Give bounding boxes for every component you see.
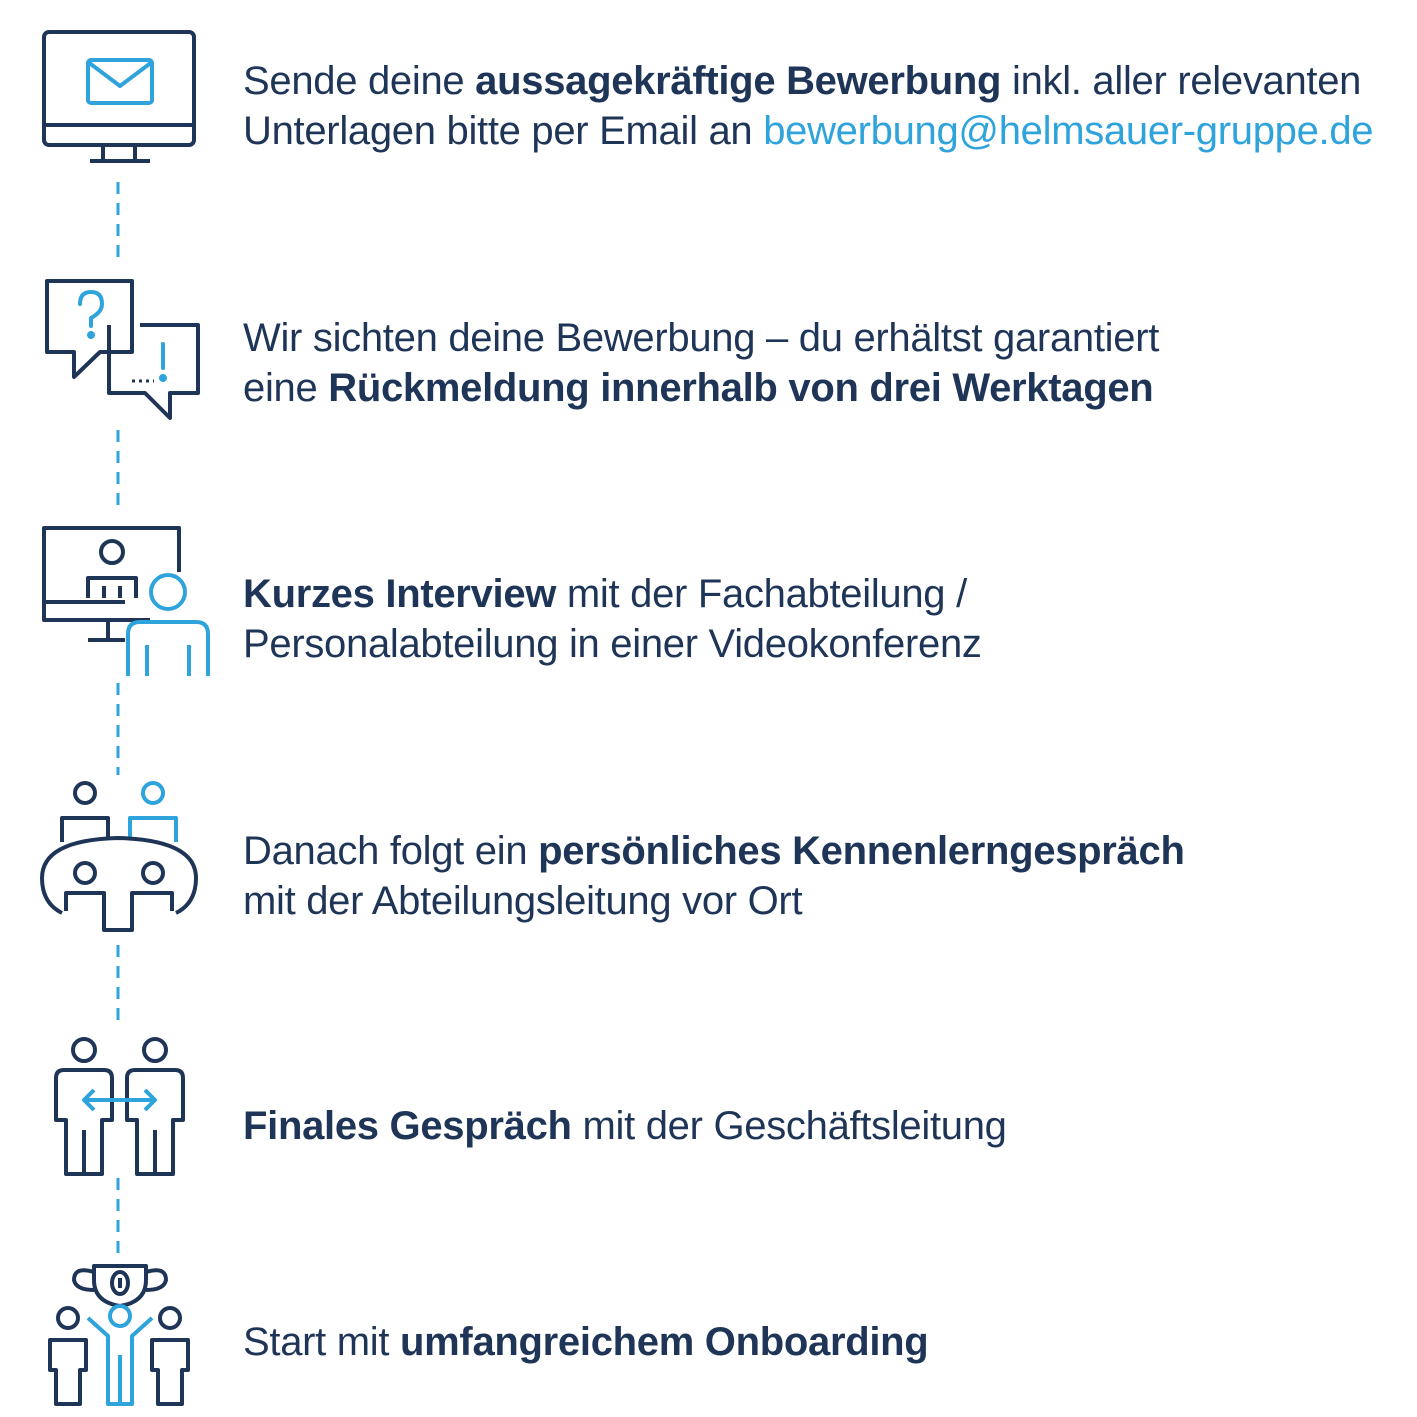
step-6-line-1: Start mit umfangreichem Onboarding xyxy=(243,1320,929,1364)
step-4-line-2: mit der Abteilungsleitung vor Ort xyxy=(243,879,803,923)
step-1-text xyxy=(243,56,1373,156)
meeting-table-icon xyxy=(42,783,196,930)
step-1-line-2: Unterlagen bitte per Email an bewerbung@helmsauer-gruppe.de xyxy=(243,109,1374,153)
step-4-line-1: Danach folgt ein persönliches Kennenlerngespräch xyxy=(243,829,1185,873)
step-4-text xyxy=(243,826,1185,926)
process-icons xyxy=(0,0,230,1417)
step-1-line-1: Sende deine aussagekräftige Bewerbung inkl. aller relevanten xyxy=(243,59,1362,103)
step-2-line-2: eine Rückmeldung innerhalb von drei Werktagen xyxy=(243,366,1154,410)
step-3-text xyxy=(243,569,982,669)
monitor-mail-icon xyxy=(44,32,194,161)
step-2-text xyxy=(243,313,1159,413)
step-5-text xyxy=(243,1101,1007,1151)
step-2-line-1: Wir sichten deine Bewerbung – du erhältst garantiert xyxy=(243,316,1160,360)
handshake-exchange-icon xyxy=(56,1039,183,1174)
video-call-icon xyxy=(44,528,208,676)
speech-bubbles-icon xyxy=(47,281,198,418)
step-5-line-1: Finales Gespräch mit der Geschäftsleitung xyxy=(243,1104,1007,1148)
application-email-link[interactable]: bewerbung@helmsauer-gruppe.de xyxy=(763,109,1374,153)
step-3-line-2: Personalabteilung in einer Videokonferenz xyxy=(243,622,982,666)
step-6-text xyxy=(243,1317,928,1367)
step-3-line-1: Kurzes Interview mit der Fachabteilung / xyxy=(243,572,967,616)
trophy-team-icon xyxy=(50,1266,188,1404)
